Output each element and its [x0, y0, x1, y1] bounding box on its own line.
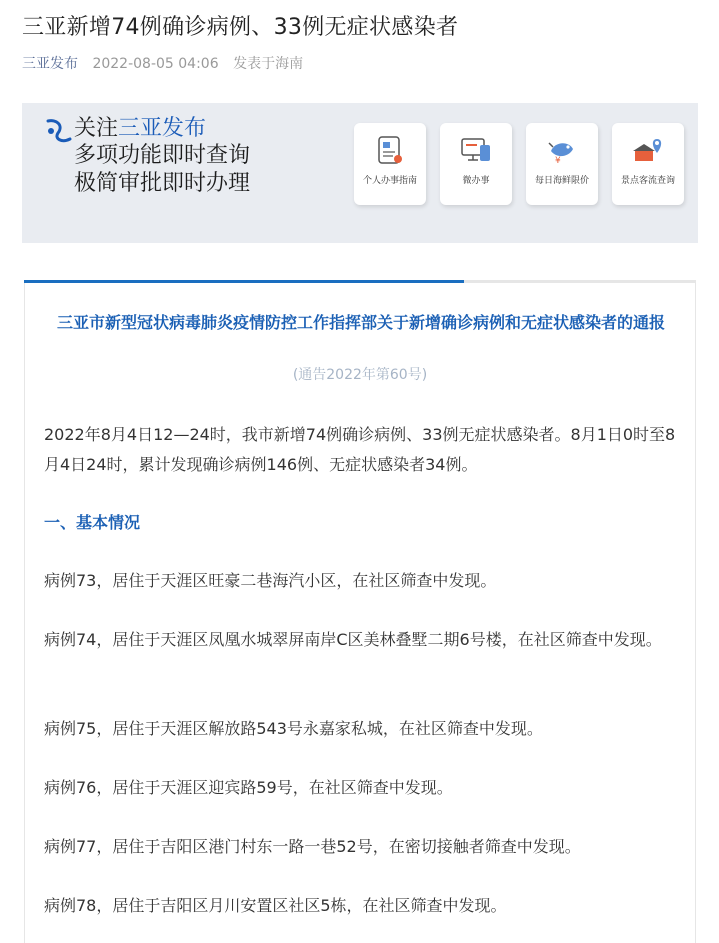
- seafood-price-icon: [545, 133, 579, 167]
- section-heading: 一、基本情况: [44, 513, 141, 532]
- case-paragraph: 病例78，居住于吉阳区月川安置区社区5栋，在社区筛查中发现。: [44, 896, 507, 915]
- svg-text:¥: ¥: [555, 156, 561, 166]
- intro-paragraph: 2022年8月4日12—24时，我市新增74例确诊病例、33例无症状感染者。8月1日0时至8月4日24时，累计发现确诊病例146例、无症状感染者34例。: [44, 425, 676, 474]
- tile-label: 每日海鲜限价: [534, 176, 589, 186]
- notice-subtitle: (通告2022年第60号): [292, 367, 428, 383]
- brand-logo-icon: [44, 115, 74, 145]
- tile-seafood-price[interactable]: [526, 123, 598, 205]
- case-paragraph: 病例75，居住于天涯区解放路543号永嘉家私城，在社区筛查中发现。: [44, 719, 543, 738]
- scenic-traffic-icon: [631, 133, 665, 167]
- personal-guide-icon: [373, 133, 407, 167]
- source-link[interactable]: 三亚发布: [22, 56, 78, 72]
- case-paragraph: 病例76，居住于天涯区迎宾路59号，在社区筛查中发现。: [44, 778, 453, 797]
- follow-line: [44, 115, 314, 142]
- follow-prefix: 关注: [74, 116, 119, 141]
- micro-service-icon: [459, 133, 493, 167]
- follow-name: 三亚发布: [118, 116, 207, 141]
- tile-label: 景点客流查询: [620, 176, 675, 186]
- follow-banner[interactable]: [22, 103, 698, 243]
- banner-line-3: 极简审批即时办理: [74, 171, 251, 196]
- publish-location: 发表于海南: [233, 56, 304, 72]
- case-paragraph: 病例77，居住于吉阳区港门村东一路一巷52号，在密切接触者筛查中发现。: [44, 837, 581, 856]
- case-paragraph: 病例73，居住于天涯区旺豪二巷海汽小区，在社区筛查中发现。: [44, 571, 497, 590]
- tile-scenic-traffic[interactable]: [612, 123, 684, 205]
- banner-line-2: 多项功能即时查询: [74, 143, 251, 168]
- tile-micro-service[interactable]: [440, 123, 512, 205]
- tile-label: 个人办事指南: [362, 176, 417, 186]
- banner-tiles: [354, 123, 684, 205]
- article-title: 三亚新增74例确诊病例、33例无症状感染者: [22, 15, 459, 40]
- banner-brand: [44, 115, 314, 198]
- publish-date: 2022-08-05 04:06: [92, 56, 219, 72]
- article-meta: [22, 53, 303, 73]
- tile-personal-guide[interactable]: [354, 123, 426, 205]
- case-paragraph: 病例74，居住于天涯区凤凰水城翠屏南岸C区美林叠墅二期6号楼，在社区筛查中发现。: [44, 630, 662, 649]
- notice-title: 三亚市新型冠状病毒肺炎疫情防控工作指挥部关于新增确诊病例和无症状感染者的通报: [56, 313, 665, 332]
- tile-label: 微办事: [462, 176, 490, 186]
